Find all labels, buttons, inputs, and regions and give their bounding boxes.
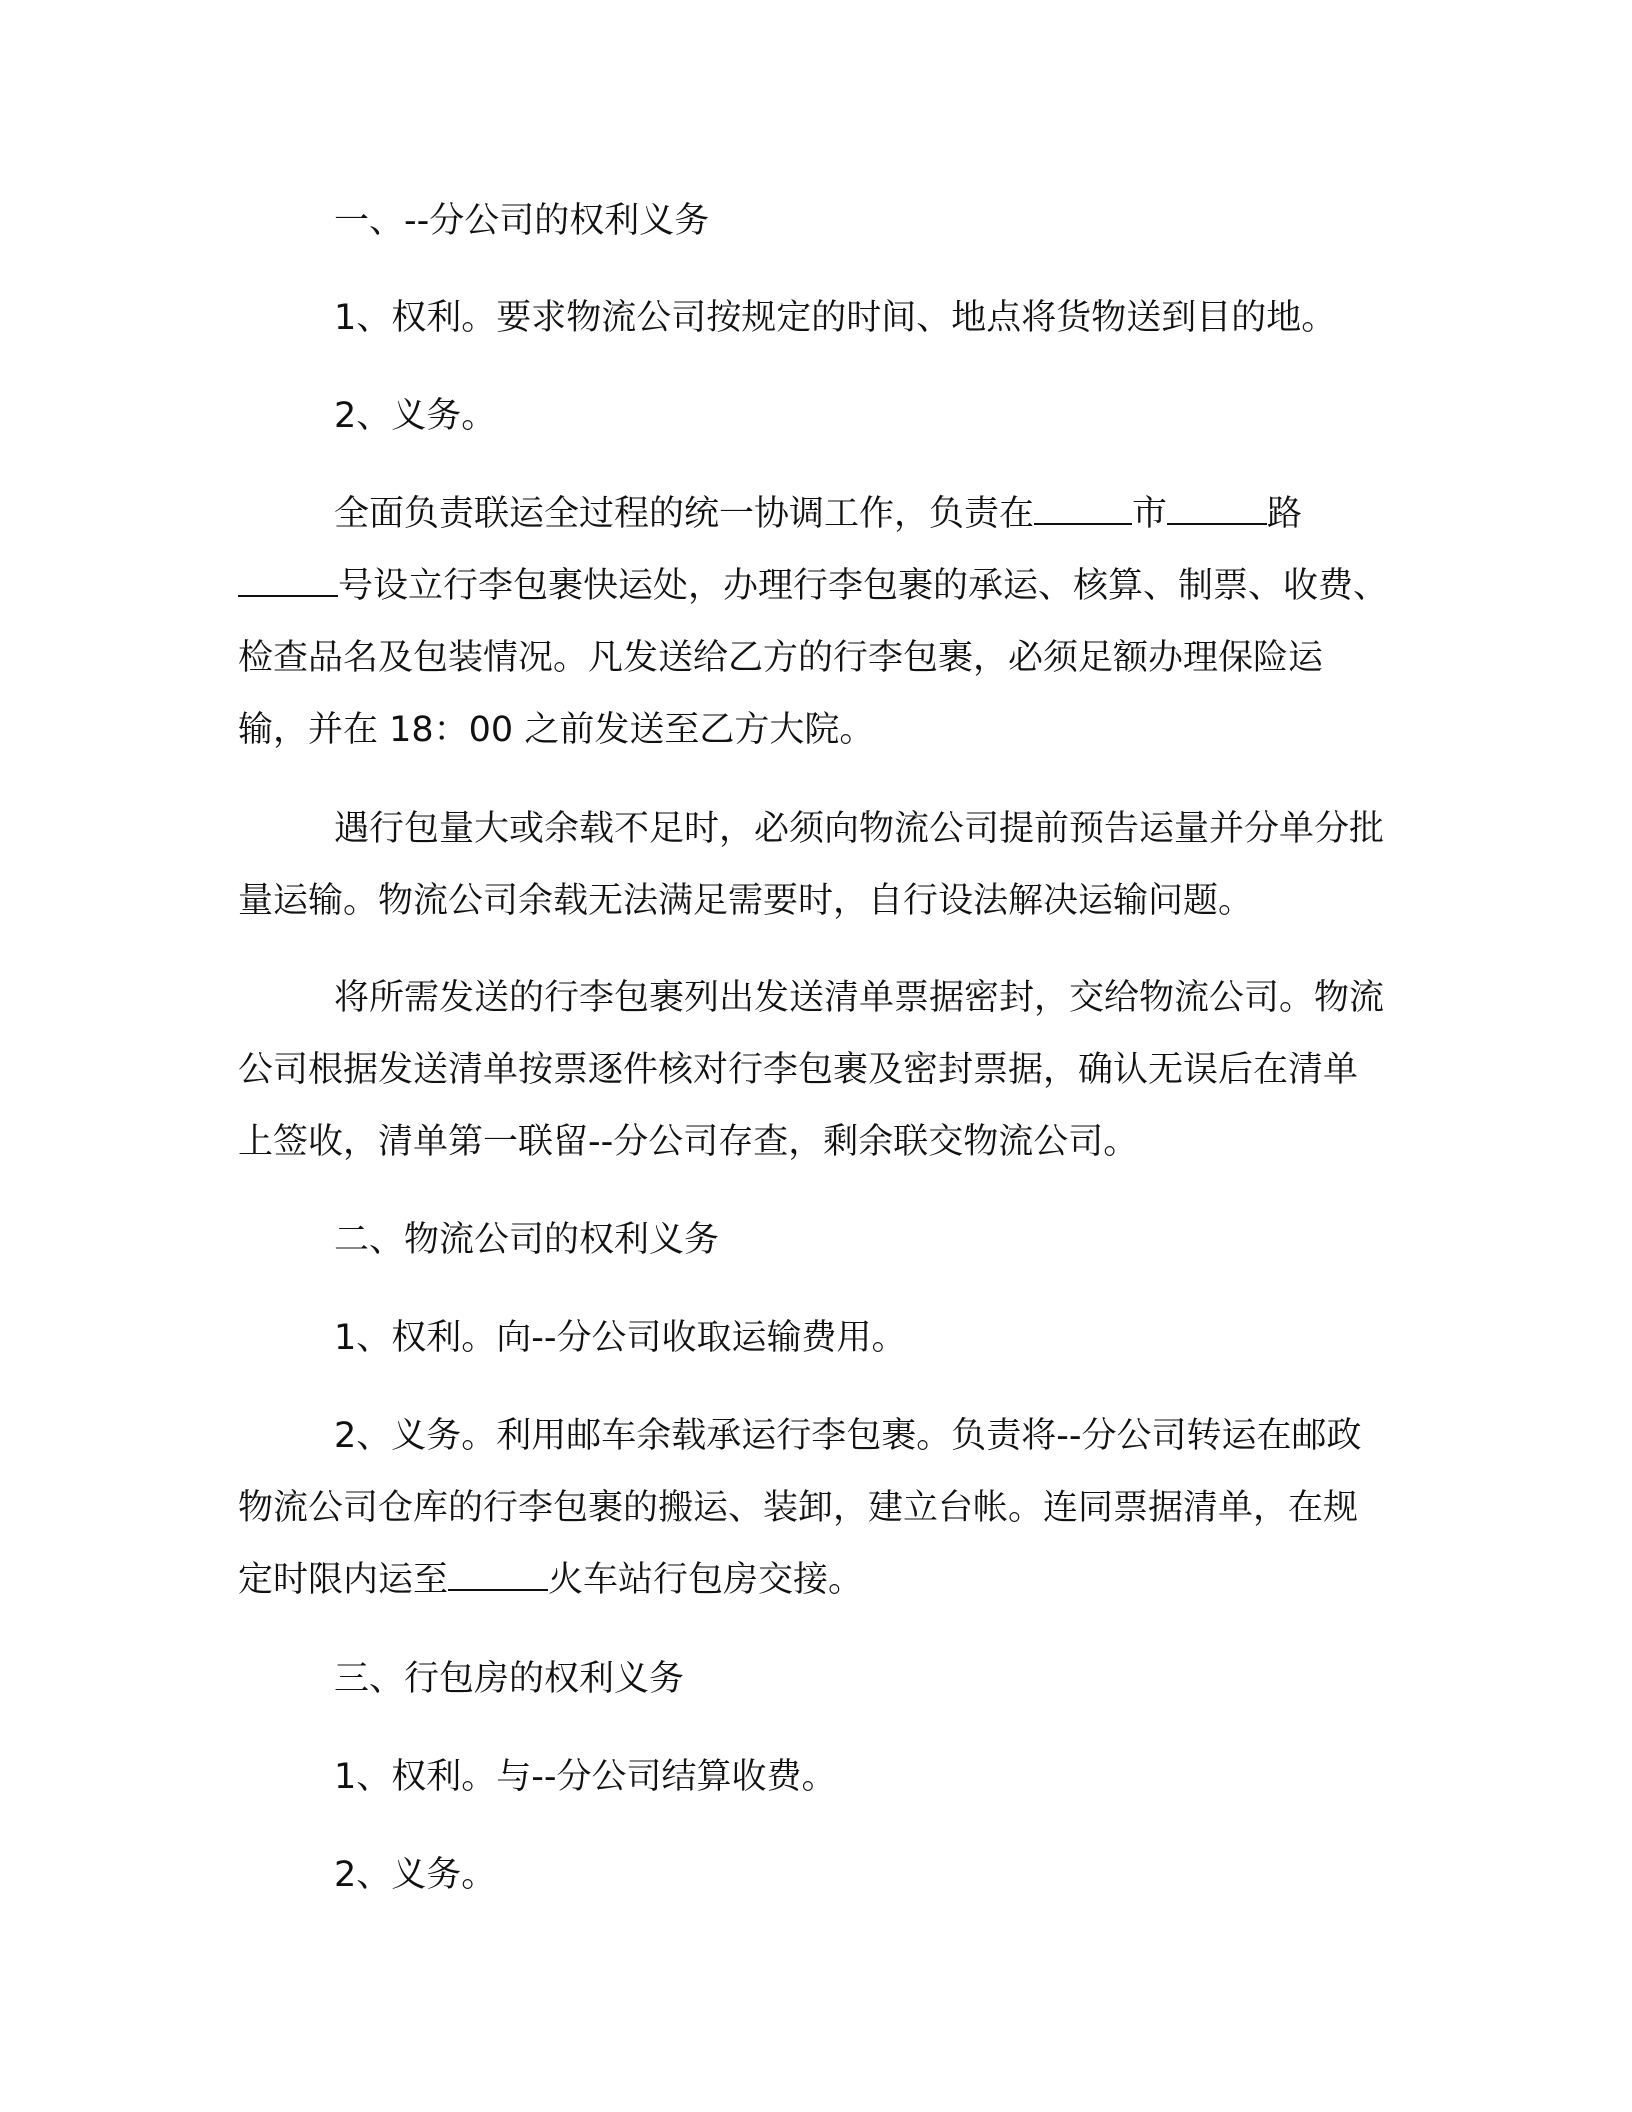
paragraph-text: 全面负责联运全过程的统一协调工作，负责在 [334,494,1035,534]
paragraph-text: 市 [1132,494,1168,534]
section-3-right: 1、权利。与--分公司结算收费。 [334,1757,837,1797]
paragraph-text: 路 [1267,494,1303,534]
section-3-title: 三、行包房的权利义务 [334,1659,685,1699]
blank-underline [448,1549,548,1591]
section-1-paragraph-3: 将所需发送的行李包裹列出发送清单票据密封，交给物流公司。物流公司根据发送清单按票逐件核对行李包裹及密封票据，确认无误后在清单上签收，清单第一联留--分公司存查，剩余联交物流公司。 [238,978,1385,1162]
section-1-paragraph-1 [238,478,1388,766]
section-1-duty: 2、义务。 [334,396,497,436]
blank-underline [238,555,338,597]
paragraph-text: 2、义务。利用邮车余载承运行李包裹。负责将--分公司转运在邮政物流公司仓库的行李包裹的搬运、装卸，建立台帐。连同票据清单，在规定时限内运至 [238,1416,1362,1600]
section-1-right: 1、权利。要求物流公司按规定的时间、地点将货物送到目的地。 [334,298,1337,338]
paragraph-text: 火车站行包房交接。 [548,1560,864,1600]
section-2-duty [238,1400,1388,1616]
section-3-duty: 2、义务。 [334,1855,497,1895]
section-1-paragraph-2: 遇行包量大或余载不足时，必须向物流公司提前预告运量并分单分批量运输。物流公司余载无法满足需要时，自行设法解决运输问题。 [238,809,1385,921]
section-1-title: 一、--分公司的权利义务 [334,201,710,241]
section-2-right: 1、权利。向--分公司收取运输费用。 [334,1318,907,1358]
paragraph-text: 号设立行李包裹快运处，办理行李包裹的承运、核算、制票、收费、检查品名及包装情况。凡发送给乙方的行李包裹，必须足额办理保险运输，并在 18：00 之前发送至乙方大院。 [238,566,1389,750]
blank-underline [1167,483,1267,525]
blank-underline [1034,483,1132,525]
section-2-title: 二、物流公司的权利义务 [334,1220,720,1260]
